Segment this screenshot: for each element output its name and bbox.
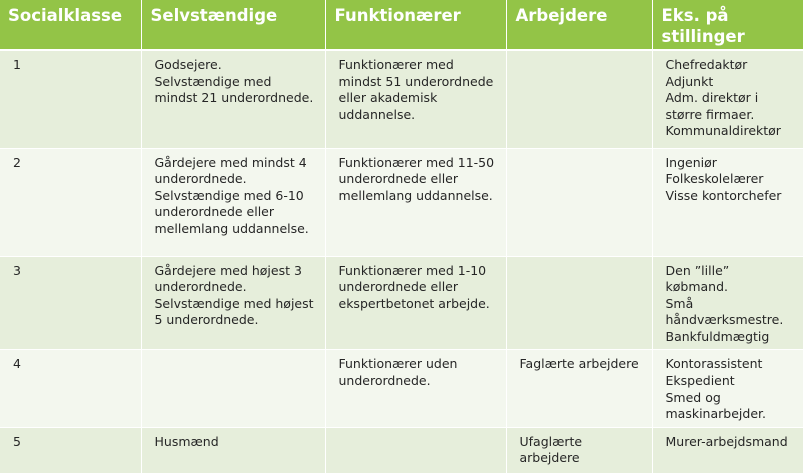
cell-socialklasse: 1 [0,50,141,148]
header-selvstaendige: Selvstændige [141,0,325,50]
cell-selvstaendige: Gårdejere med højest 3 underordnede. Selvstændige med højest 5 underordnede. [141,256,325,350]
cell-socialklasse: 3 [0,256,141,350]
header-eksempler: Eks. på stillinger [652,0,803,50]
table-row [0,350,803,427]
header-arbejdere: Arbejdere [506,0,652,50]
cell-selvstaendige: Godsejere. Selvstændige med mindst 21 underordnede. [141,50,325,148]
cell-funktionaerer: Funktionærer med mindst 51 underordnede eller akademisk uddannelse. [325,50,506,148]
cell-arbejdere: Faglærte arbejdere [506,350,652,427]
table-row [0,427,803,473]
header-row [0,0,803,50]
header-socialklasse: Socialklasse [0,0,141,50]
cell-socialklasse: 5 [0,427,141,473]
cell-arbejdere [506,256,652,350]
cell-funktionaerer: Funktionærer uden underordnede. [325,350,506,427]
cell-selvstaendige: Husmænd [141,427,325,473]
cell-stillinger: Kontorassistent Ekspedient Smed og maskinarbejder. [652,350,803,427]
cell-selvstaendige [141,350,325,427]
cell-arbejdere [506,50,652,148]
cell-funktionaerer: Funktionærer med 11-50 underordnede eller mellemlang uddannelse. [325,148,506,256]
cell-stillinger: Ingeniør Folkeskolelærer Visse kontorchefer [652,148,803,256]
cell-arbejdere [506,148,652,256]
cell-selvstaendige: Gårdejere med mindst 4 underordnede. Selvstændige med 6-10 underordnede eller mellemlang uddannelse. [141,148,325,256]
header-funktionaerer: Funktionærer [325,0,506,50]
cell-stillinger: Murer-arbejdsmand [652,427,803,473]
table-row [0,256,803,350]
cell-stillinger: Den ”lille” købmand. Små håndværksmestre. Bankfuldmægtig [652,256,803,350]
cell-stillinger: Chefredaktør Adjunkt Adm. direktør i større firmaer. Kommunaldirektør [652,50,803,148]
table-row [0,148,803,256]
cell-funktionaerer [325,427,506,473]
cell-arbejdere: Ufaglærte arbejdere [506,427,652,473]
cell-socialklasse: 4 [0,350,141,427]
table-row [0,50,803,148]
cell-funktionaerer: Funktionærer med 1-10 underordnede eller ekspertbetonet arbejde. [325,256,506,350]
cell-socialklasse: 2 [0,148,141,256]
